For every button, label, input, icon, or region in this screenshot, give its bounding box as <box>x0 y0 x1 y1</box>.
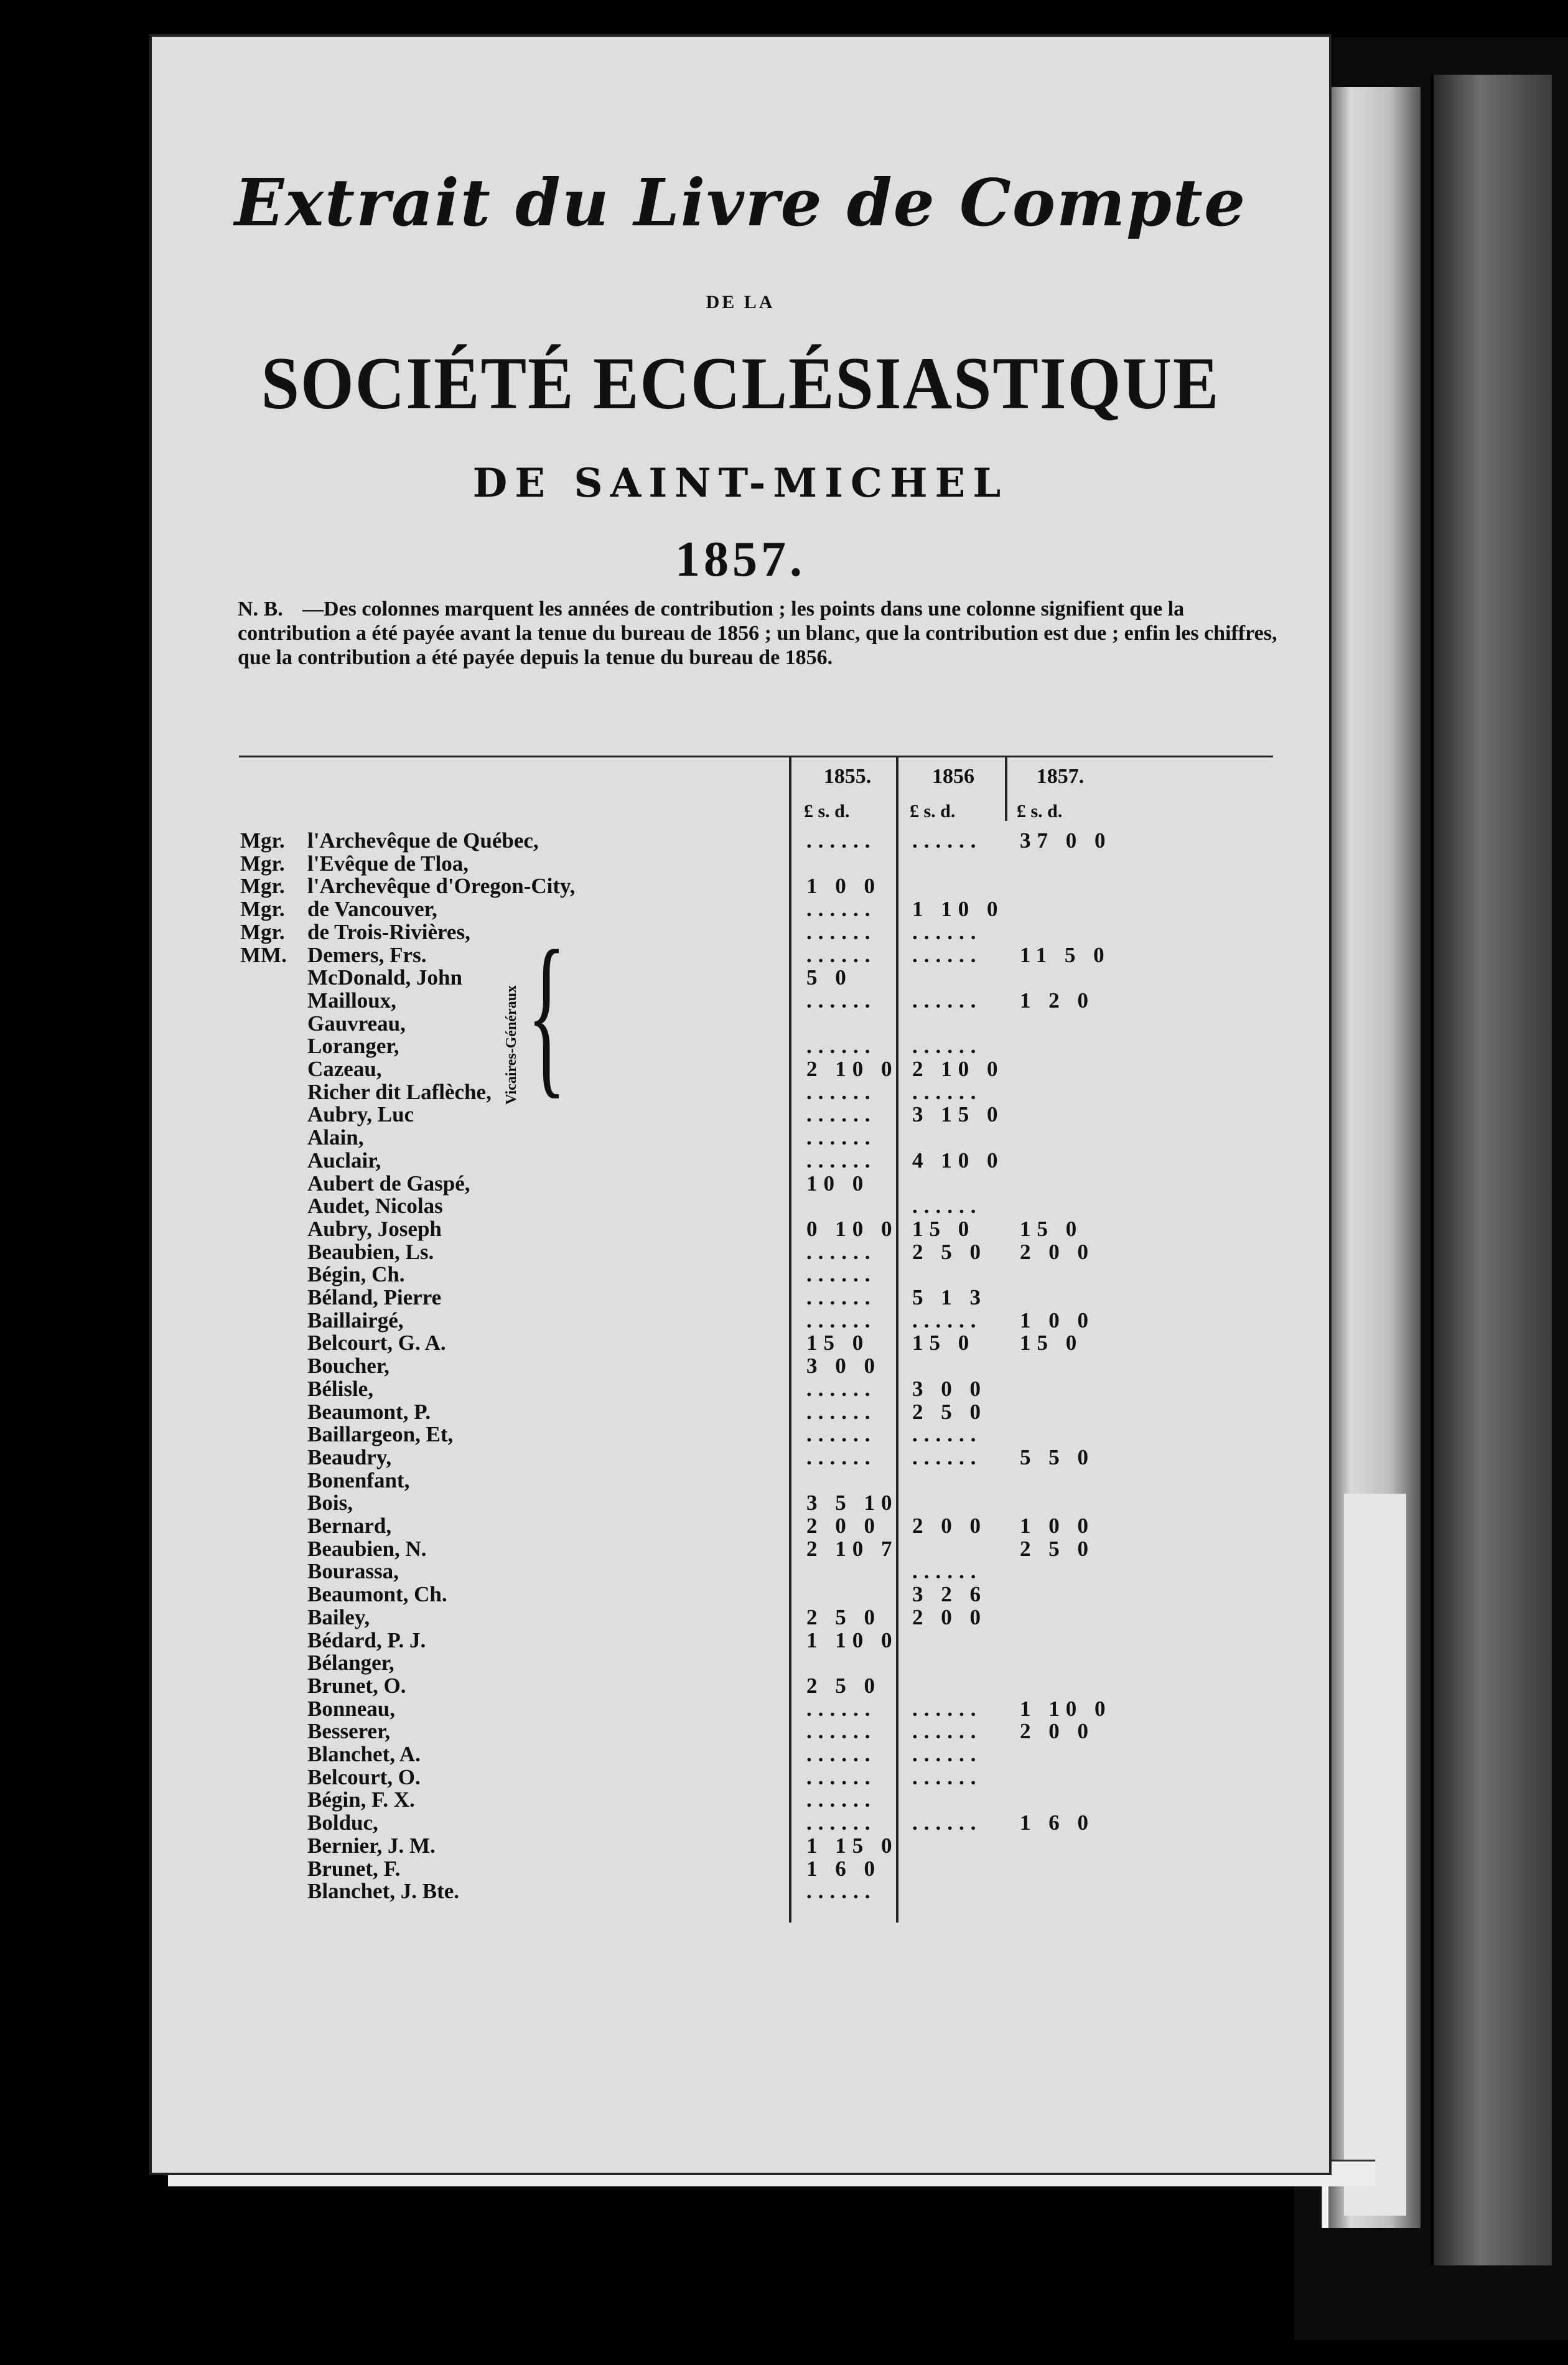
note-paragraph <box>238 597 1283 670</box>
cell-1856: 3 2 6 <box>912 1582 987 1607</box>
cell-1856: 15 0 <box>912 1331 976 1356</box>
cell-1856: ...... <box>912 1445 982 1469</box>
cell-1855: ...... <box>806 919 877 944</box>
table-row <box>152 1240 1329 1262</box>
cell-1856: ...... <box>912 919 982 944</box>
cell-1856: 4 10 0 <box>912 1148 1004 1173</box>
title-year: 1857. <box>675 532 806 587</box>
cell-1856: ...... <box>912 1079 982 1104</box>
row-name: Bernier, J. M. <box>307 1833 436 1858</box>
table-row <box>152 1559 1329 1584</box>
cell-1856: 2 10 0 <box>912 1057 1004 1081</box>
cell-1857: 15 0 <box>1020 1216 1083 1241</box>
cell-1857: 1 0 0 <box>1020 1514 1094 1538</box>
cell-1855: ...... <box>806 1079 877 1104</box>
row-name: Belcourt, G. A. <box>307 1331 446 1356</box>
cell-1856: ...... <box>912 1559 982 1584</box>
table-row <box>152 1217 1329 1239</box>
table-row <box>152 1582 1329 1607</box>
table-row <box>152 1719 1329 1744</box>
cell-1855: ...... <box>806 1262 877 1287</box>
row-name: Blanchet, A. <box>307 1742 421 1766</box>
title-extrait: Extrait du Livre de Compte <box>234 164 1247 241</box>
table-row <box>152 1605 1329 1627</box>
cell-1855: ...... <box>806 1148 877 1173</box>
cell-1856: 3 15 0 <box>912 1102 1004 1127</box>
row-prefix: Mgr. <box>240 919 285 944</box>
cell-1856: 1 10 0 <box>912 897 1004 922</box>
cell-1856: ...... <box>912 1034 982 1059</box>
row-name: Alain, <box>307 1125 364 1150</box>
row-name: McDonald, John <box>307 965 462 990</box>
cell-1855: ...... <box>806 1125 877 1150</box>
cell-1855: ...... <box>806 942 877 967</box>
cell-1857: 15 0 <box>1020 1331 1083 1356</box>
cell-1856: ...... <box>912 1719 982 1744</box>
cell-1857: 1 10 0 <box>1020 1696 1112 1721</box>
cell-1855: 1 0 0 <box>806 874 881 899</box>
cell-1855: ...... <box>806 1719 877 1744</box>
cell-1856: ...... <box>912 1308 982 1332</box>
row-name: Baillairgé, <box>307 1308 404 1332</box>
cell-1856: ...... <box>912 1810 982 1835</box>
row-name: l'Evêque de Tloa, <box>307 851 469 876</box>
cell-1856: 2 0 0 <box>912 1514 987 1538</box>
row-name: Bégin, F. X. <box>307 1787 415 1812</box>
cell-1857: 5 5 0 <box>1020 1445 1094 1469</box>
table-row <box>152 1080 1329 1102</box>
table-row <box>152 1011 1329 1034</box>
table-row <box>152 943 1329 965</box>
currency-header-1856: £ s. d. <box>910 801 956 822</box>
cell-1855: 1 15 0 <box>806 1833 898 1858</box>
cell-1857: 1 6 0 <box>1020 1810 1094 1835</box>
cell-1855: 1 10 0 <box>806 1627 898 1652</box>
cell-1855: ...... <box>806 828 877 853</box>
table-row <box>152 1787 1329 1810</box>
cell-1855: 2 5 0 <box>806 1673 881 1698</box>
cell-1855: ...... <box>806 1445 877 1469</box>
binder-edge-dark <box>1431 75 1552 2265</box>
row-name: Béland, Pierre <box>307 1285 442 1309</box>
cell-1856: 5 1 3 <box>912 1285 987 1309</box>
row-name: Richer dit Laflèche, <box>307 1079 492 1104</box>
row-name: Gauvreau, <box>307 1011 406 1036</box>
table-row <box>152 874 1329 899</box>
row-name: Aubert de Gaspé, <box>307 1171 470 1196</box>
table-row <box>152 1742 1329 1764</box>
vicaires-generaux-label: Vicaires-Généraux <box>503 985 520 1105</box>
row-name: Bailey, <box>307 1604 370 1629</box>
cell-1855: ...... <box>806 1422 877 1447</box>
cell-1855: ...... <box>806 1239 877 1264</box>
column-rule-3 <box>1005 756 1007 821</box>
table-row <box>152 920 1329 942</box>
cell-1855: 2 10 0 <box>806 1057 898 1081</box>
row-name: Bégin, Ch. <box>307 1262 405 1287</box>
cell-1856: 3 0 0 <box>912 1376 987 1401</box>
row-name: Loranger, <box>307 1034 399 1059</box>
row-name: Beaumont, P. <box>307 1399 431 1424</box>
cell-1855: ...... <box>806 1102 877 1127</box>
currency-header-1857: £ s. d. <box>1017 801 1063 822</box>
cell-1856: ...... <box>912 1194 982 1219</box>
cell-1856: ...... <box>912 942 982 967</box>
brace-vicaires: { <box>527 914 566 1113</box>
year-header-1856: 1856 <box>932 765 974 788</box>
cell-1857: 2 5 0 <box>1020 1536 1094 1561</box>
table-row <box>152 1400 1329 1422</box>
row-name: Bédard, P. J. <box>307 1627 426 1652</box>
row-prefix: Mgr. <box>240 851 285 876</box>
table-row <box>152 828 1329 851</box>
table-row <box>152 965 1329 988</box>
cell-1855: ...... <box>806 1376 877 1401</box>
cell-1855: 15 0 <box>806 1331 870 1356</box>
cell-1855: ...... <box>806 1742 877 1766</box>
title-saint-michel: DE SAINT-MICHEL <box>472 460 1009 507</box>
cell-1855: 5 0 <box>806 965 852 990</box>
row-name: de Trois-Rivières, <box>307 919 470 944</box>
cell-1856: ...... <box>912 1764 982 1789</box>
cell-1857: 2 0 0 <box>1020 1719 1094 1744</box>
cell-1856: 2 5 0 <box>912 1239 987 1264</box>
cell-1856: 2 5 0 <box>912 1399 987 1424</box>
table-row <box>152 1445 1329 1468</box>
document-page <box>149 34 1332 2175</box>
cell-1855: ...... <box>806 897 877 922</box>
cell-1856: ...... <box>912 1742 982 1766</box>
cell-1855: ...... <box>806 1879 877 1904</box>
table-row <box>152 897 1329 922</box>
table-top-rule <box>239 756 1273 757</box>
table-row <box>152 1674 1329 1696</box>
table-row <box>152 1857 1329 1879</box>
table-row <box>152 1148 1329 1171</box>
cell-1855: 1 6 0 <box>806 1856 881 1881</box>
cell-1855: ...... <box>806 1696 877 1721</box>
row-name: Beaubien, N. <box>307 1536 427 1561</box>
row-name: Bourassa, <box>307 1559 399 1584</box>
year-header-1857: 1857. <box>1036 765 1085 788</box>
table-row <box>152 1468 1329 1491</box>
table-row <box>152 851 1329 874</box>
row-name: Brunet, F. <box>307 1856 401 1881</box>
cell-1855: 10 0 <box>806 1171 870 1196</box>
cell-1856: ...... <box>912 988 982 1013</box>
cell-1855: ...... <box>806 1399 877 1424</box>
row-name: Bélanger, <box>307 1651 394 1675</box>
table-row <box>152 1628 1329 1651</box>
cell-1855: ...... <box>806 1764 877 1789</box>
cell-1855: ...... <box>806 1810 877 1835</box>
cell-1855: ...... <box>806 1285 877 1309</box>
table-row <box>152 988 1329 1011</box>
row-prefix: Mgr. <box>240 897 285 922</box>
cell-1857: 37 0 0 <box>1020 828 1112 853</box>
table-row <box>152 1102 1329 1125</box>
title-societe: SOCIÉTÉ ECCLÉSIASTIQUE <box>261 342 1220 424</box>
cell-1857: 1 2 0 <box>1020 988 1094 1013</box>
row-name: Bélisle, <box>307 1376 373 1401</box>
row-name: Bernard, <box>307 1514 392 1538</box>
note-text: —Des colonnes marquent les années de contribution ; les points dans une colonne signifient que la contribution a été payée avant la tenue du bureau de 1856 ; un blanc, que la contribution est due ; enfin les chiffres, que la contribution a été payée depuis la tenue du bureau de 1856. <box>238 597 1277 669</box>
table-row <box>152 1171 1329 1194</box>
row-name: l'Archevêque d'Oregon-City, <box>307 874 576 899</box>
cell-1855: 3 0 0 <box>806 1354 881 1379</box>
row-name: Brunet, O. <box>307 1673 406 1698</box>
cell-1855: 2 5 0 <box>806 1604 881 1629</box>
table-row <box>152 1034 1329 1059</box>
table-row <box>152 1765 1329 1787</box>
row-name: Bolduc, <box>307 1810 378 1835</box>
cell-1855: ...... <box>806 1787 877 1812</box>
note-label: N. B. <box>238 597 283 621</box>
cell-1856: ...... <box>912 1696 982 1721</box>
row-name: Audet, Nicolas <box>307 1194 443 1219</box>
cell-1856: 15 0 <box>912 1216 976 1241</box>
table-row <box>152 1057 1329 1079</box>
cell-1855: 2 0 0 <box>806 1514 881 1538</box>
row-name: Beaudry, <box>307 1445 392 1469</box>
cell-1857: 2 0 0 <box>1020 1239 1094 1264</box>
row-name: Besserer, <box>307 1719 391 1744</box>
row-name: Blanchet, J. Bte. <box>307 1879 460 1904</box>
table-row <box>152 1331 1329 1356</box>
cell-1856: ...... <box>912 828 982 853</box>
cell-1856: 2 0 0 <box>912 1604 987 1629</box>
cell-1855: ...... <box>806 1034 877 1059</box>
row-name: Demers, Frs. <box>307 942 427 967</box>
cell-1856: ...... <box>912 1422 982 1447</box>
table-row <box>152 1308 1329 1331</box>
cell-1855: ...... <box>806 1308 877 1332</box>
table-row <box>152 1833 1329 1856</box>
table-row <box>152 1422 1329 1445</box>
table-row <box>152 1514 1329 1536</box>
row-prefix: MM. <box>240 942 287 967</box>
row-name: Aubry, Luc <box>307 1102 414 1127</box>
cell-1855: 2 10 7 <box>806 1536 898 1561</box>
cell-1855: 0 10 0 <box>806 1216 898 1241</box>
table-row <box>152 1285 1329 1308</box>
cell-1857: 1 0 0 <box>1020 1308 1094 1332</box>
row-name: Beaubien, Ls. <box>307 1239 434 1264</box>
cell-1855: ...... <box>806 988 877 1013</box>
table-row <box>152 1879 1329 1904</box>
table-row <box>152 1262 1329 1285</box>
table-row <box>152 1810 1329 1833</box>
row-name: Baillargeon, Et, <box>307 1422 454 1447</box>
row-name: Bonneau, <box>307 1696 396 1721</box>
row-name: Beaumont, Ch. <box>307 1582 447 1607</box>
table-row <box>152 1697 1329 1719</box>
row-name: Bois, <box>307 1491 353 1515</box>
cell-1855: 3 5 10 <box>806 1491 898 1515</box>
table-row <box>152 1354 1329 1379</box>
row-name: l'Archevêque de Québec, <box>307 828 539 853</box>
row-name: Bonenfant, <box>307 1468 410 1492</box>
table-row <box>152 1194 1329 1219</box>
currency-header-1855: £ s. d. <box>804 801 850 822</box>
row-prefix: Mgr. <box>240 828 285 853</box>
binder-page-stack <box>1344 1494 1406 2216</box>
row-name: Belcourt, O. <box>307 1764 421 1789</box>
row-name: Mailloux, <box>307 988 396 1013</box>
title-de-la: DE LA <box>706 292 775 312</box>
row-name: Boucher, <box>307 1354 390 1379</box>
table-row <box>152 1537 1329 1559</box>
row-prefix: Mgr. <box>240 874 285 899</box>
row-name: Aubry, Joseph <box>307 1216 442 1241</box>
year-header-1855: 1855. <box>823 765 872 788</box>
row-name: Cazeau, <box>307 1057 382 1081</box>
table-row <box>152 1651 1329 1673</box>
table-row <box>152 1125 1329 1148</box>
table-row <box>152 1491 1329 1513</box>
row-name: de Vancouver, <box>307 897 437 922</box>
table-row <box>152 1377 1329 1399</box>
cell-1857: 11 5 0 <box>1020 942 1111 967</box>
row-name: Auclair, <box>307 1148 381 1173</box>
